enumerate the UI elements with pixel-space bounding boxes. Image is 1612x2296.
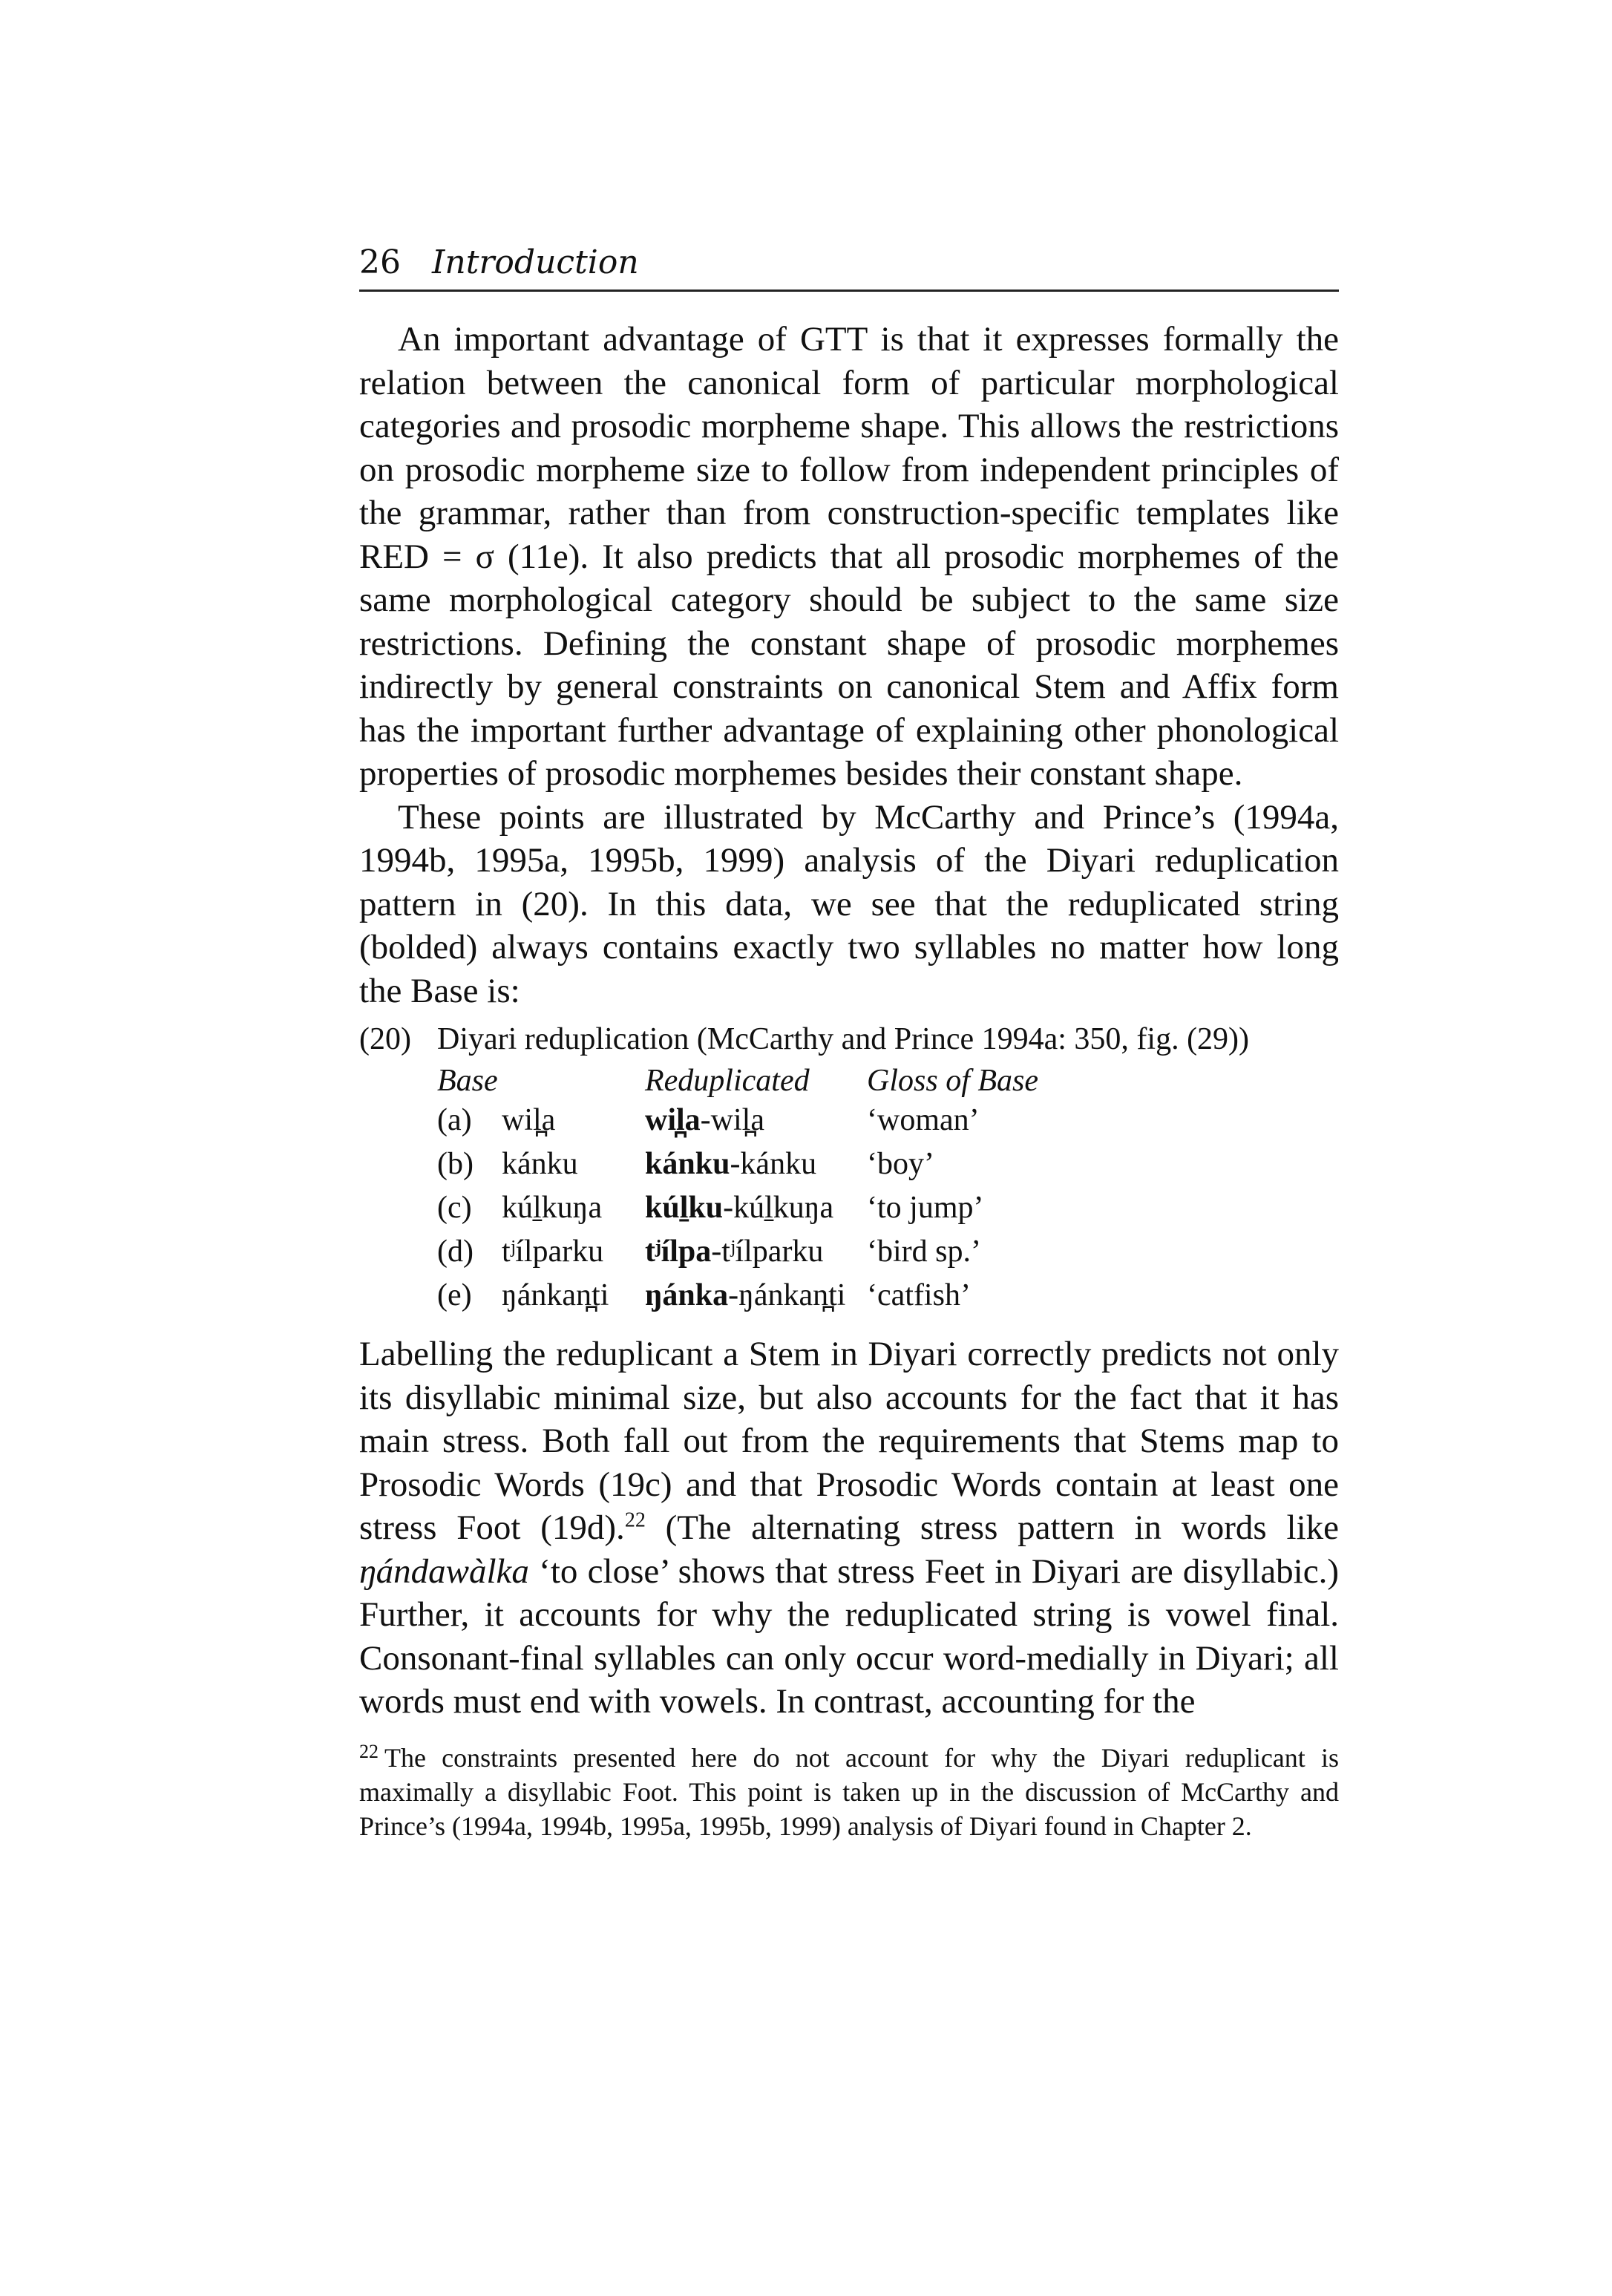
page-number: 26: [359, 243, 401, 281]
example-column-headers: [359, 1060, 1339, 1099]
column-header-base: Base: [437, 1064, 498, 1098]
example-title: Diyari reduplication (McCarthy and Prince 1994a: 350, fig. (29)): [437, 1022, 1250, 1056]
paragraph-3-part-1: Labelling the reduplicant a Stem in Diyari correctly predicts not only its disyllabic minimal size, but also accounts for the fact that it has main stress. Both fall out from the requirements that Stems map to Prosodic Words (19c) and that Prosodic Words contain at least one stress Foot (19d).: [359, 1335, 1339, 1547]
example-row: [359, 1143, 1339, 1187]
example-20: [359, 1018, 1339, 1318]
row-gloss: ‘catfish’: [867, 1278, 971, 1312]
reduplicated-base: -kúḻkuŋa: [723, 1191, 834, 1225]
reduplicant-bold: kánku: [645, 1147, 730, 1181]
row-gloss: ‘to jump’: [867, 1191, 984, 1225]
reduplicated-base: -ŋánkan̪ti: [728, 1278, 846, 1312]
reduplicant-bold: wil̪a: [645, 1103, 701, 1137]
column-header-reduplicated: Reduplicated: [645, 1064, 810, 1098]
paragraph-3-part-2: (The alternating stress pattern in words like: [645, 1508, 1339, 1547]
footnote-reference: 22: [624, 1508, 646, 1532]
row-reduplicated: [645, 1231, 823, 1272]
example-row: [359, 1187, 1339, 1231]
example-number: (20): [359, 1022, 411, 1056]
row-reduplicated: [645, 1275, 845, 1316]
footnote: [359, 1741, 1339, 1843]
row-base: kánku: [502, 1147, 578, 1181]
paragraph-1: An important advantage of GTT is that it expresses formally the relation between the canonical form of particular morphological categories and prosodic morpheme shape. This allows the restrictions on prosodic morpheme size to follow from independent principles of the grammar, rather than from construction-specific templates like RED = σ (11e). It also predicts that all prosodic morphemes of the same morphological category should be subject to the same size restrictions. Defining the constant shape of prosodic morphemes indirectly by general constraints on canonical Stem and Affix form has the important further advantage of explaining other phonological properties of prosodic morphemes besides their constant shape.: [359, 320, 1339, 793]
reduplicated-base: -tʲílparku: [711, 1234, 824, 1269]
row-base: kúḻkuŋa: [502, 1191, 603, 1225]
example-word: ŋándawàlka: [359, 1551, 529, 1591]
row-base: ŋánkan̪ti: [502, 1278, 609, 1312]
example-row: [359, 1275, 1339, 1318]
reduplicant-bold: kúḻku: [645, 1191, 724, 1225]
row-label: (b): [437, 1147, 474, 1181]
paragraph-3-part-3: ‘to close’ shows that stress Feet in Diyari are disyllabic.) Further, it accounts for why the reduplicated string is vowel final. Consonant-final syllables can only occur word-medially in Diyari; all words must end with vowels. In contrast, accounting for the: [359, 1551, 1339, 1721]
row-base: wil̪a: [502, 1103, 556, 1137]
reduplicant-bold: ŋánka: [645, 1278, 729, 1312]
example-title-line: [359, 1018, 1339, 1060]
row-reduplicated: [645, 1187, 833, 1229]
body-text-top: [359, 318, 1339, 1013]
row-reduplicated: [645, 1143, 816, 1185]
column-header-gloss: Gloss of Base: [867, 1064, 1038, 1098]
example-row: [359, 1231, 1339, 1275]
row-gloss: ‘bird sp.’: [867, 1234, 981, 1269]
footnote-text: The constraints presented here do not account for why the Diyari reduplicant is maximally a disyllabic Foot. This point is taken up in the discussion of McCarthy and Prince’s (1994a, 1994b, 1995a, 1995b, 1999) analysis of Diyari found in Chapter 2.: [359, 1743, 1339, 1841]
row-label: (d): [437, 1234, 474, 1269]
row-gloss: ‘woman’: [867, 1103, 980, 1137]
row-gloss: ‘boy’: [867, 1147, 934, 1181]
footnote-number: 22: [359, 1741, 379, 1762]
body-text-bottom: [359, 1332, 1339, 1724]
row-base: tʲílparku: [502, 1234, 604, 1269]
running-header: [359, 242, 1339, 292]
running-head-title: Introduction: [432, 243, 639, 281]
row-label: (e): [437, 1278, 472, 1312]
row-reduplicated: [645, 1099, 764, 1141]
reduplicated-base: -wil̪a: [700, 1103, 764, 1137]
example-row: [359, 1099, 1339, 1143]
row-label: (c): [437, 1191, 472, 1225]
reduplicant-bold: tʲílpa: [645, 1234, 712, 1269]
paragraph-2: These points are illustrated by McCarthy and Prince’s (1994a, 1994b, 1995a, 1995b, 1999) analysis of the Diyari reduplication pattern in (20). In this data, we see that the reduplicated string (bolded) always contains exactly two syllables no matter how long the Base is:: [359, 797, 1339, 1010]
reduplicated-base: -kánku: [730, 1147, 817, 1181]
paragraph-3: [359, 1332, 1339, 1724]
row-label: (a): [437, 1103, 472, 1137]
